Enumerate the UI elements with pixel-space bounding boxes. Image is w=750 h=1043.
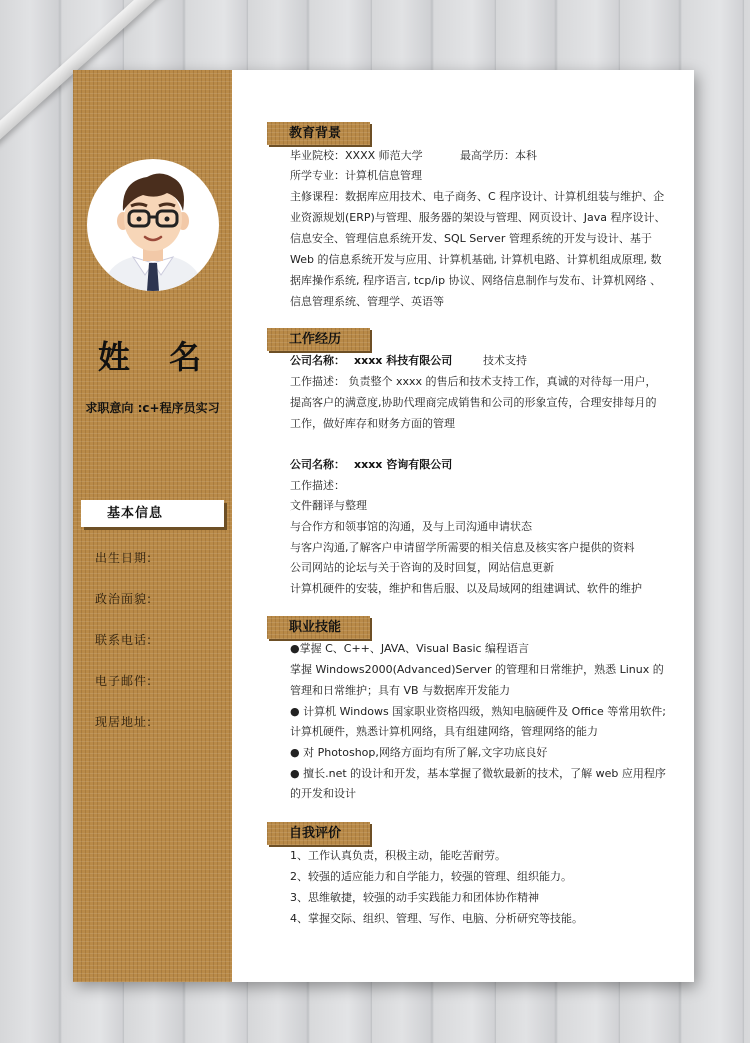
skill-line: ● 计算机 Windows 国家职业资格四级，熟知电脑硬件及 Office 等常用软件; [290,705,666,718]
job1-desc-line: 工作描述： 负责整个 xxxx 的售后和技术支持工作，真诚的对待每一用户， [290,375,657,388]
self-eval-line: 4、掌握交际、组织、管理、写作、电脑、分析研究等技能。 [290,912,583,925]
address-label: 现居地址: [95,715,153,729]
sidebar [73,70,232,982]
birth-date-label: 出生日期: [95,551,153,565]
skill-line: ●掌握 C、C++、JAVA、Visual Basic 编程语言 [290,642,530,655]
job2-desc-line: 与合作方和领事馆的沟通，及与上司沟通申请状态 [290,520,532,533]
skill-line: 的开发和设计 [290,787,356,800]
school-text: 毕业院校：XXXX 师范大学 [290,149,423,162]
skill-line: ● 擅长.net 的设计和开发，基本掌握了微软最新的技术，了解 web 应用程序 [290,767,666,780]
email-label: 电子邮件: [95,674,153,688]
job2-company-label: 公司名称： [290,458,345,471]
major-text: 所学专业：计算机信息管理 [290,169,422,182]
degree-text: 最高学历：本科 [460,149,537,162]
self-evaluation-heading: 自我评价 [267,822,370,845]
job-intent: 求职意向 :c+程序员实习 [85,401,220,415]
skill-line: 管理和日常维护；具有 VB 与数据库开发能力 [290,684,511,697]
job2-desc-line: 与客户沟通,了解客户申请留学所需要的相关信息及核实客户提供的资料 [290,541,635,554]
skills-heading: 职业技能 [267,616,370,639]
job2-desc-line: 计算机硬件的安装，维护和售后服、以及局域网的组建调试、软件的维护 [290,582,642,595]
job2-desc-line: 工作描述： [290,479,345,492]
job1-desc-line: 提高客户的满意度,协助代理商完成销售和公司的形象宣传，合理安排每月的 [290,396,657,409]
courses-line: 业资源规划(ERP)与管理、服务器的架设与管理、网页设计、Java 程序设计、 [290,211,666,224]
job1-role: 技术支持 [483,354,527,367]
basic-info-heading: 基本信息 [81,500,224,527]
self-eval-line: 2、较强的适应能力和自学能力，较强的管理、组织能力。 [290,870,572,883]
job2-desc-line: 公司网站的论坛与关于咨询的及时回复，网站信息更新 [290,561,554,574]
work-heading: 工作经历 [267,328,370,351]
courses-line: 信息安全、管理信息系统开发、SQL Server 管理系统的开发与设计、基于 [290,232,652,245]
education-heading: 教育背景 [267,122,370,145]
courses-line: 主修课程：数据库应用技术、电子商务、C 程序设计、计算机组装与维护、企 [290,190,665,203]
courses-line: 信息管理系统、管理学、英语等 [290,295,444,308]
cartoon-person-icon [87,159,219,291]
job1-company: xxxx 科技有限公司 [354,354,453,367]
self-eval-line: 1、工作认真负责，积极主动，能吃苦耐劳。 [290,849,506,862]
skill-line: 计算机硬件，熟悉计算机网络，具有组建网络，管理网络的能力 [290,725,598,738]
resume-page [73,70,694,982]
avatar [87,159,219,291]
job1-desc-line: 工作，做好库存和财务方面的管理 [290,417,455,430]
job2-company: xxxx 咨询有限公司 [354,458,453,471]
courses-line: Web 的信息系统开发与应用、计算机基础, 计算机电路、计算机组成原理, 数 [290,253,662,266]
courses-line: 据库操作系统, 程序语言, tcp/ip 协议、网络信息制作与发布、计算机网络 、 [290,274,662,287]
self-eval-line: 3、思维敏捷，较强的动手实践能力和团体协作精神 [290,891,539,904]
candidate-name: 姓 名 [97,338,216,376]
job1-company-label: 公司名称： [290,354,345,367]
phone-label: 联系电话: [95,633,153,647]
political-status-label: 政治面貌: [95,592,153,606]
job2-desc-line: 文件翻译与整理 [290,499,367,512]
skill-line: ● 对 Photoshop,网络方面均有所了解,文字功底良好 [290,746,548,759]
skill-line: 掌握 Windows2000(Advanced)Server 的管理和日常维护，熟悉 Linux 的 [290,663,664,676]
